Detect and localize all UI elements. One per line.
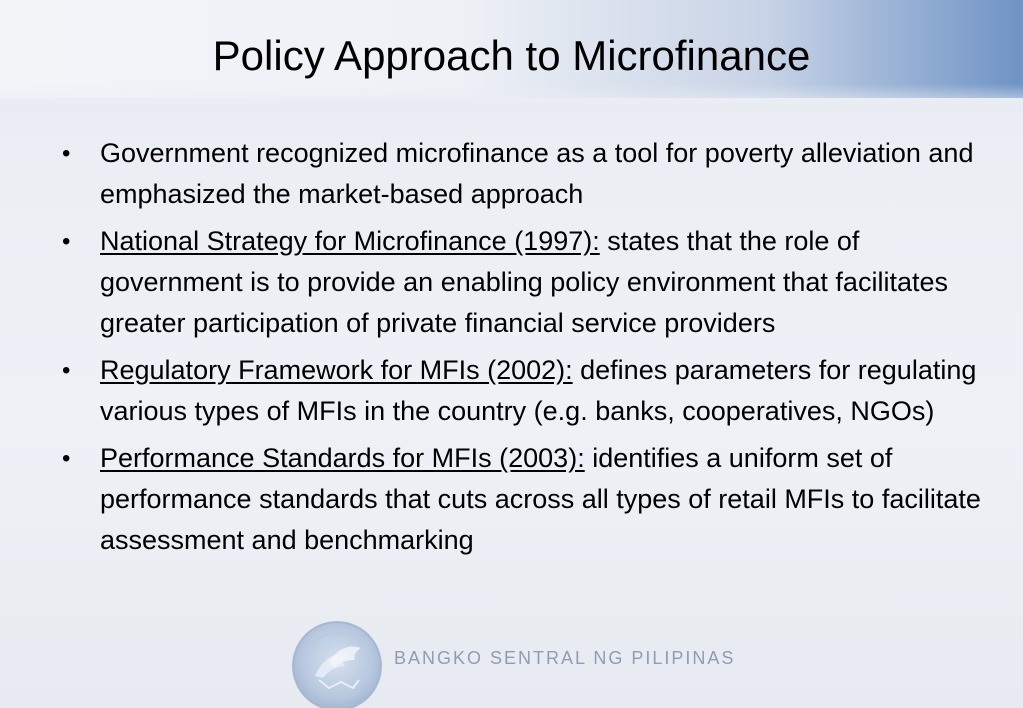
bullet-list [62,133,982,567]
bullet-item [62,133,982,215]
slide-title: Policy Approach to Microfinance [212,32,811,79]
header-fade [0,84,1023,114]
bullet-heading: National Strategy for Microfinance (1997): [100,226,600,256]
bullet-heading: Performance Standards for MFIs (2003): [100,443,585,473]
bullet-item [62,221,982,344]
bullet-icon: • [62,357,71,384]
bullet-item [62,350,982,432]
bsp-seal-graphic [289,618,385,708]
bullet-icon: • [62,140,71,167]
bullet-item [62,438,982,561]
bullet-icon: • [62,228,71,255]
bullet-text: Government recognized microfinance as a tool for poverty alleviation and emphasized the market-based approach [100,138,974,209]
bullet-icon: • [62,445,71,472]
bullet-text: defines parameters for regulating various types of MFIs in the country (e.g. banks, cooperatives, NGOs) [100,355,977,426]
bullet-text: identifies a uniform set of performance standards that cuts across all types of retail MFIs to facilitate assessment and benchmarking [100,443,981,555]
bullet-text: states that the role of government is to provide an enabling policy environment that facilitates greater participation of private financial service providers [100,226,948,338]
bank-name: BANGKO SENTRAL NG PILIPINAS [394,648,736,668]
bullet-heading: Regulatory Framework for MFIs (2002): [100,355,573,385]
bsp-seal-icon [289,618,385,708]
